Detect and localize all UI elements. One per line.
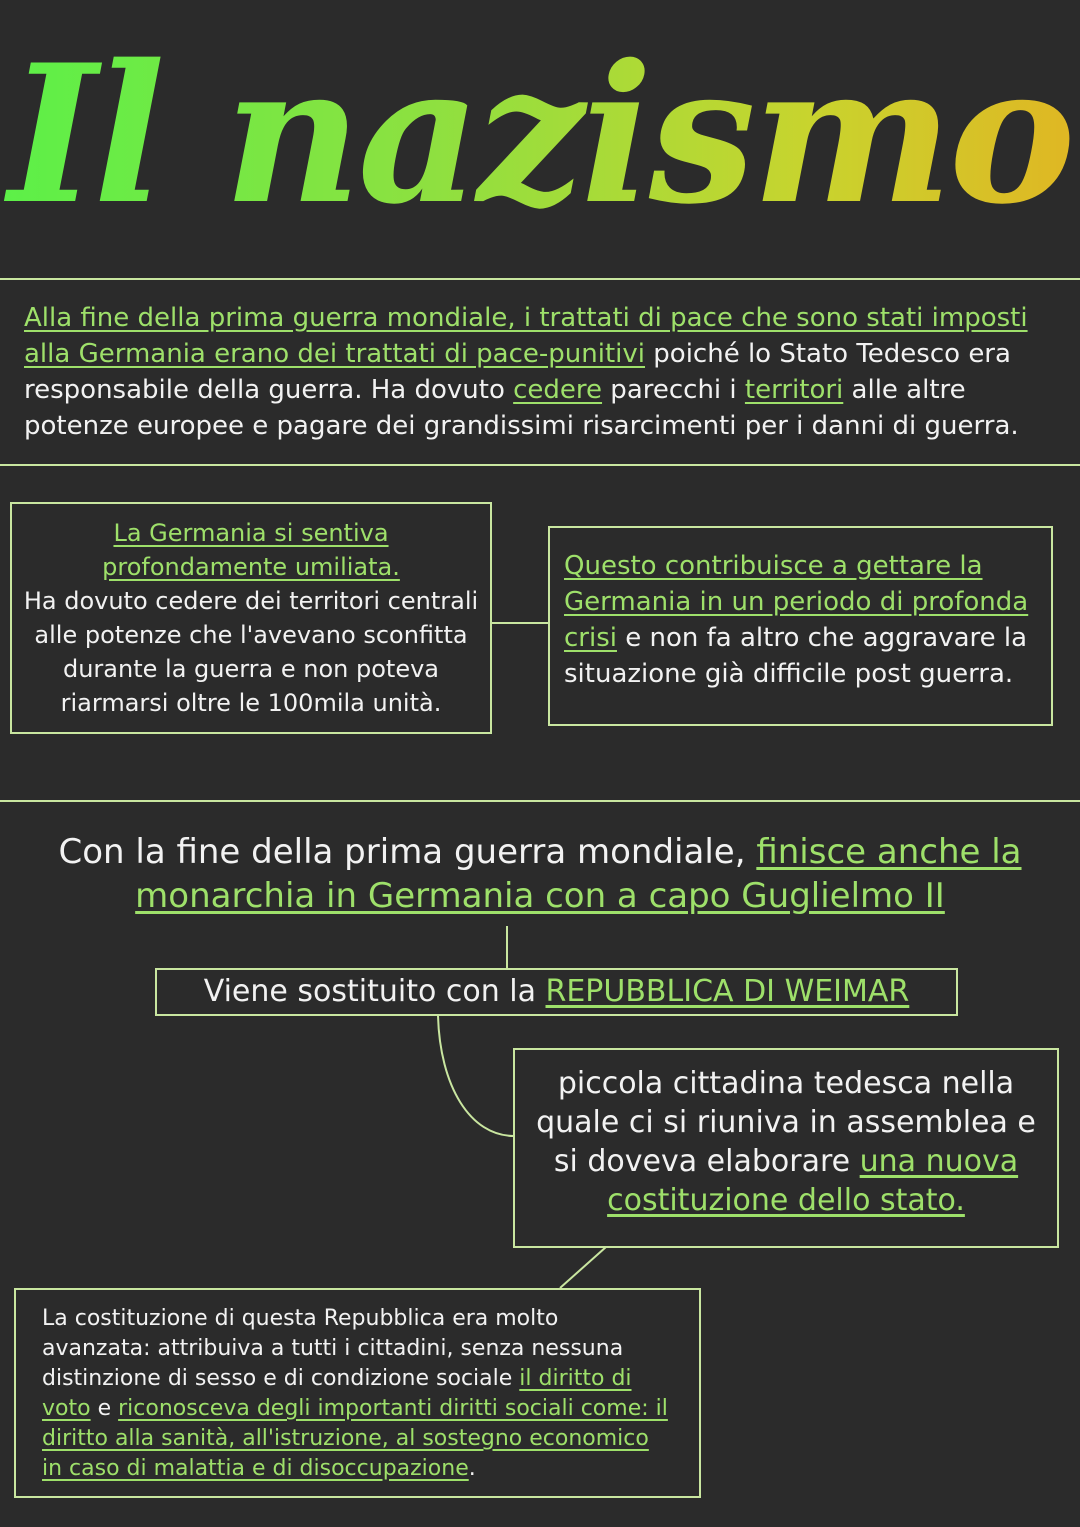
intro-cedere: cedere bbox=[513, 375, 603, 405]
divider bbox=[0, 278, 1080, 280]
monarchy-heading bbox=[40, 830, 1040, 918]
intro-text: alle altre potenze europee e pagare dei grandissimi risarcimenti per i danni di guerra. bbox=[24, 375, 1019, 441]
crisis-rest: e non fa altro che aggravare la situazione già difficile post guerra. bbox=[564, 623, 1028, 689]
weimar-box bbox=[155, 968, 958, 1016]
constitution-plain: e bbox=[90, 1396, 119, 1421]
intro-paragraph bbox=[24, 300, 1064, 444]
intro-text: poiché lo Stato Tedesco era responsabile della guerra. Ha dovuto bbox=[24, 339, 1011, 405]
weimar-desc-text bbox=[523, 1064, 1049, 1220]
constitution-text bbox=[42, 1304, 673, 1484]
crisis-box bbox=[548, 526, 1053, 726]
connector bbox=[492, 622, 548, 624]
constitution-voto: il diritto di voto bbox=[42, 1366, 632, 1421]
crisis-text bbox=[564, 548, 1047, 692]
constitution-plain: . bbox=[468, 1456, 476, 1481]
diagonal-connector bbox=[558, 1246, 608, 1290]
weimar-highlight: REPUBBLICA DI WEIMAR bbox=[545, 974, 910, 1009]
weimar-desc-highlight: una nuova costituzione dello stato. bbox=[607, 1144, 1019, 1218]
intro-text: parecchi i bbox=[602, 375, 745, 405]
humiliation-box bbox=[10, 502, 492, 734]
weimar-text: Viene sostituito con la bbox=[203, 974, 546, 1009]
page-title: Il nazismo bbox=[0, 10, 1080, 260]
curve-connector bbox=[430, 1016, 520, 1140]
intro-highlight: Alla fine della prima guerra mondiale, i trattati di pace che sono stati imposti alla Germania erano dei trattati di pace-punitivi bbox=[24, 303, 1028, 369]
constitution-plain: La costituzione di questa Repubblica era molto avanzata: attribuiva a tutti i cittadini, senza nessuna distinzione di sesso e di condizione sociale bbox=[42, 1306, 624, 1391]
connector bbox=[506, 926, 508, 968]
constitution-box bbox=[14, 1288, 701, 1498]
constitution-rights: riconosceva degli importanti diritti sociali come: il diritto alla sanità, all'istruzione, al sostegno economico in caso di malattia e di disoccupazione bbox=[42, 1396, 668, 1481]
monarchy-text: Con la fine della prima guerra mondiale, bbox=[58, 832, 757, 872]
weimar-desc-box bbox=[513, 1048, 1059, 1248]
intro-territori: territori bbox=[744, 375, 844, 405]
divider bbox=[0, 464, 1080, 466]
weimar-desc-plain: piccola cittadina tedesca nella quale ci si riuniva in assemblea e si doveva elaborare bbox=[536, 1066, 1036, 1179]
monarchy-highlight: finisce anche la monarchia in Germania con a capo Guglielmo II bbox=[135, 832, 1022, 916]
crisis-highlight: Questo contribuisce a gettare la Germania in un periodo di profonda crisi bbox=[564, 551, 1029, 653]
humiliation-heading: La Germania si sentiva profondamente umiliata. bbox=[102, 519, 400, 581]
humiliation-body: Ha dovuto cedere dei territori centrali alle potenze che l'avevano sconfitta durante la guerra e non poteva riarmarsi oltre le 100mila unità. bbox=[23, 587, 479, 717]
divider bbox=[0, 800, 1080, 802]
